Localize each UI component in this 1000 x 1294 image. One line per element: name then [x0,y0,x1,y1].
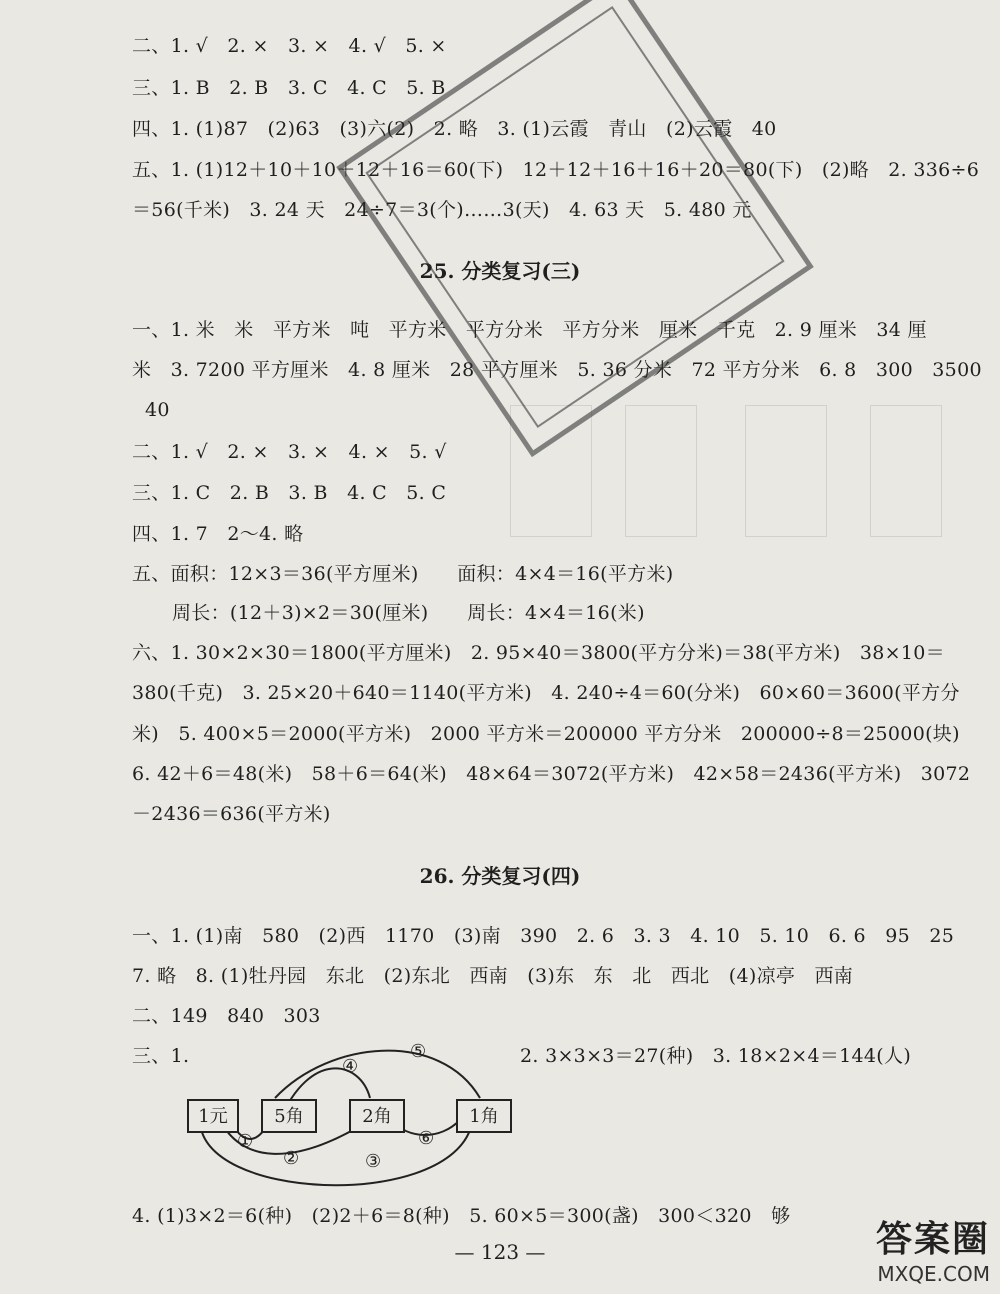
watermark-url: MXQE.COM [877,1262,990,1286]
answer-line: 米) 5. 400×5＝2000(平方米) 2000 平方米＝200000 平方分米 200000÷8＝25000(块) [132,723,960,745]
bleed-through-grid [625,405,697,537]
answer-line: 五、面积：12×3＝36(平方厘米) 面积：4×4＝16(平方米) [132,563,674,585]
answer-line: ＝56(千米) 3. 24 天 24÷7＝3(个)……3(天) 4. 63 天 5. 480 元 [132,199,752,221]
page-number: — 123 — [454,1240,546,1264]
answer-line: 4. (1)3×2＝6(种) (2)2＋6＝8(种) 5. 60×5＝300(盏) 300＜320 够 [132,1205,791,1227]
answer-line: －2436＝636(平方米) [132,803,331,825]
bleed-through-grid [870,405,942,537]
coin-box-label: 2角 [362,1106,392,1127]
route-number: ③ [365,1151,382,1172]
answer-line: 40 [145,399,170,421]
watermark [876,1211,990,1286]
section-title: 25. 分类复习(三) [419,259,581,283]
answer-line: 周长：(12＋3)×2＝30(厘米) 周长：4×4＝16(米) [172,602,645,624]
stamp-overlay [336,0,814,457]
answer-line: 一、1. 米 米 平方米 吨 平方米 平方分米 平方分米 厘米 千克 2. 9 厘米 34 厘 [132,319,927,341]
answer-line: 二、1. √ 2. × 3. × 4. √ 5. × [132,35,447,57]
route-number: ④ [342,1056,359,1077]
answer-line: 7. 略 8. (1)牡丹园 东北 (2)东北 西南 (3)东 东 北 西北 (4)凉亭 西南 [132,965,854,987]
coin-box-label: 5角 [274,1106,304,1127]
route-number: ⑥ [418,1128,435,1149]
answer-line: 四、1. (1)87 (2)63 (3)六(2) 2. 略 3. (1)云霞 青山 (2)云霞 40 [132,118,777,140]
bleed-through-grid [745,405,827,537]
answer-line: 二、1. √ 2. × 3. × 4. × 5. √ [132,441,447,463]
watermark-brand: 答案圈 [875,1219,990,1260]
coin-box-label: 1元 [198,1106,228,1127]
answer-line: 380(千克) 3. 25×20＋640＝1140(平方米) 4. 240÷4＝60(分米) 60×60＝3600(平方分 [132,682,960,704]
route-number: ② [283,1148,300,1169]
route-number: ① [237,1131,254,1152]
answer-line: 三、1. [132,1045,190,1067]
answer-line: 三、1. C 2. B 3. B 4. C 5. C [132,482,447,504]
answer-line: 二、149 840 303 [132,1005,321,1027]
answer-line: 一、1. (1)南 580 (2)西 1170 (3)南 390 2. 6 3. 3 4. 10 5. 10 6. 6 95 25 [132,925,955,947]
answer-line: 6. 42＋6＝48(米) 58＋6＝64(米) 48×64＝3072(平方米) 42×58＝2436(平方米) 3072 [132,763,971,785]
answer-line: 2. 3×3×3＝27(种) 3. 18×2×4＝144(人) [520,1045,912,1067]
route-diagram [180,1040,520,1200]
answer-line: 五、1. (1)12＋10＋10＋12＋16＝60(下) 12＋12＋16＋16＋20＝80(下) (2)略 2. 336÷6 [132,159,980,181]
answer-line: 四、1. 7 2～4. 略 [132,523,304,545]
answer-line: 三、1. B 2. B 3. C 4. C 5. B [132,77,446,99]
answer-line: 米 3. 7200 平方厘米 4. 8 厘米 28 平方厘米 5. 36 分米 72 平方分米 6. 8 300 3500 [132,359,982,381]
section-title: 26. 分类复习(四) [419,864,581,888]
coin-box-label: 1角 [469,1106,499,1127]
route-curve [275,1051,480,1098]
route-number: ⑤ [410,1041,427,1062]
answer-line: 六、1. 30×2×30＝1800(平方厘米) 2. 95×40＝3800(平方分米)＝38(平方米) 38×10＝ [132,642,945,664]
